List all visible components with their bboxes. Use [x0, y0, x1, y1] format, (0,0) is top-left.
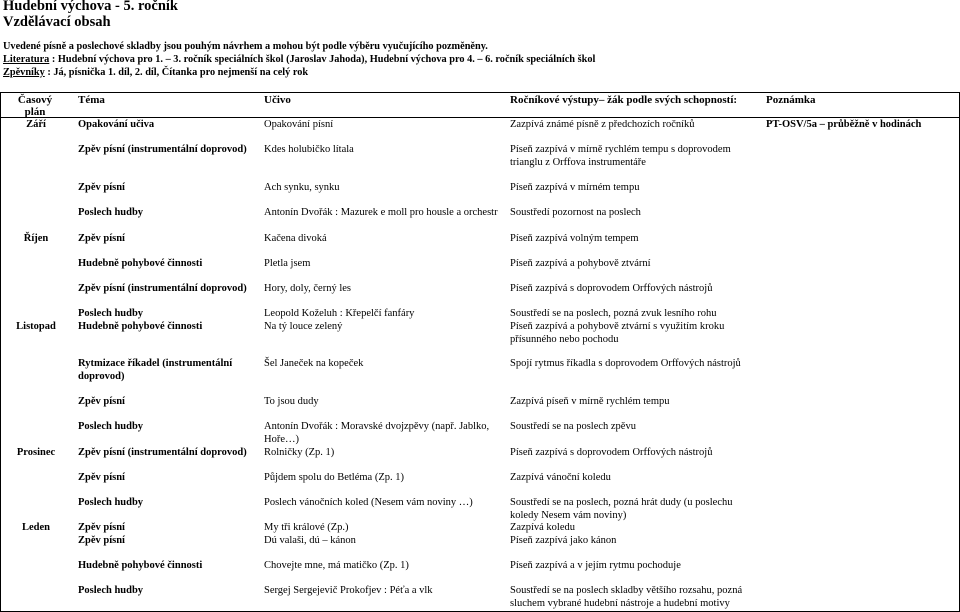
vystup-cell: Píseň zazpívá a pohybově ztvární	[510, 258, 651, 269]
songbooks-line	[3, 67, 308, 79]
vystup-cell: Píseň zazpívá s doprovodem Orffových nástrojů	[510, 283, 713, 294]
tema-cell: Poslech hudby	[78, 308, 144, 319]
ucivo-cell: Rolničky (Zp. 1)	[264, 447, 335, 458]
vystup-cell: Spojí rytmus říkadla s doprovodem Orffových nástrojů	[510, 358, 741, 369]
ucivo-cell: Opakování písní	[264, 119, 334, 130]
tema-cell: Zpěv písní (instrumentální doprovod)	[78, 447, 247, 458]
literature-text: : Hudební výchova pro 1. – 3. ročník speciálních škol (Jaroslav Jahoda), Hudební výchova pro 4. – 6. ročník speciálních škol	[49, 54, 596, 65]
vystup-cell: Soustředí se na poslech zpěvu	[510, 421, 636, 432]
ucivo-cell: Antonín Dvořák : Moravské dvojzpěvy (např. Jablko, Hoře…)	[264, 421, 490, 445]
vystup-cell: Zazpívá vánoční koledu	[510, 472, 611, 483]
literature-label: Literatura	[3, 54, 50, 65]
vystup-cell: Píseň zazpívá a v jejím rytmu pochoduje	[510, 560, 681, 571]
poznamka-cell: PT-OSV/5a – průběžně v hodinách	[766, 119, 922, 130]
vystup-cell: Píseň zazpívá jako kánon	[510, 535, 617, 546]
ucivo-cell: Sergej Sergejevič Prokofjev : Péťa a vlk	[264, 585, 433, 596]
table-left-border	[0, 92, 1, 612]
tema-cell: Zpěv písní (instrumentální doprovod)	[78, 144, 247, 155]
vystup-cell: Píseň zazpívá v mírném tempu	[510, 182, 640, 193]
tema-cell: Opakování učiva	[78, 119, 155, 130]
month-cell: Listopad	[16, 321, 56, 332]
ucivo-cell: Hory, doly, černý les	[264, 283, 351, 294]
tema-cell: Hudebně pohybové činnosti	[78, 321, 203, 332]
tema-cell: Zpěv písní	[78, 472, 125, 483]
ucivo-cell: Ach synku, synku	[264, 182, 340, 193]
ucivo-cell: Pletla jsem	[264, 258, 311, 269]
ucivo-cell: Kdes holubičko lítala	[264, 144, 354, 155]
ucivo-cell: Poslech vánočních koled (Nesem vám noviny …)	[264, 497, 473, 508]
tema-cell: Zpěv písní	[78, 522, 125, 533]
tema-cell: Poslech hudby	[78, 497, 144, 508]
header-poznamka: Poznámka	[766, 94, 816, 106]
ucivo-cell: Kačena divoká	[264, 233, 327, 244]
tema-cell: Poslech hudby	[78, 585, 144, 596]
ucivo-cell: Šel Janeček na kopeček	[264, 358, 364, 369]
ucivo-cell: Chovejte mne, má matičko (Zp. 1)	[264, 560, 409, 571]
header-cas-line1: Časový	[17, 94, 53, 106]
table-top-border	[0, 92, 960, 93]
month-cell: Prosinec	[16, 447, 56, 458]
tema-cell: Hudebně pohybové činnosti	[78, 560, 203, 571]
tema-cell: Zpěv písní (instrumentální doprovod)	[78, 283, 247, 294]
literature-line	[3, 54, 595, 66]
header-cas-line2: plán	[24, 106, 46, 118]
header-ucivo: Učivo	[264, 94, 291, 106]
month-cell: Říjen	[23, 233, 49, 244]
tema-cell: Zpěv písní	[78, 233, 125, 244]
vystup-cell: Soustředí pozornost na poslech	[510, 207, 641, 218]
tema-cell: Hudebně pohybové činnosti	[78, 258, 203, 269]
ucivo-cell: Dú valaši, dú – kánon	[264, 535, 356, 546]
vystup-cell: Soustředí se na poslech, pozná hrát dudy (u poslechu koledy Nesem vám noviny)	[510, 497, 733, 521]
vystup-cell: Píseň zazpívá volným tempem	[510, 233, 639, 244]
header-bottom-border	[0, 117, 960, 118]
document-subtitle: Vzdělávací obsah	[3, 14, 111, 30]
vystup-cell: Soustředí se na poslech, pozná zvuk lesního rohu	[510, 308, 717, 319]
ucivo-cell: Antonín Dvořák : Mazurek e moll pro housle a orchestr	[264, 207, 498, 218]
songbooks-text: : Já, písnička 1. díl, 2. díl, Čítanka pro nejmenší na celý rok	[44, 67, 309, 78]
header-tema: Téma	[78, 94, 105, 106]
tema-cell: Poslech hudby	[78, 421, 144, 432]
vystup-cell: Píseň zazpívá a pohybově ztvární s využitím kroku přísunného nebo pochodu	[510, 321, 725, 345]
vystup-cell: Zazpívá známé písně z předchozích ročníků	[510, 119, 695, 130]
tema-cell: Zpěv písní	[78, 396, 125, 407]
ucivo-cell: Půjdem spolu do Betléma (Zp. 1)	[264, 472, 404, 483]
vystup-cell: Zazpívá píseň v mírně rychlém tempu	[510, 396, 670, 407]
intro-note: Uvedené písně a poslechové skladby jsou pouhým návrhem a mohou být podle výběru vyučujícího pozměněny.	[3, 41, 488, 52]
tema-cell: Zpěv písní	[78, 535, 125, 546]
vystup-cell: Zazpívá koledu	[510, 522, 576, 533]
month-cell: Leden	[21, 522, 50, 533]
songbooks-label: Zpěvníky	[3, 67, 45, 78]
tema-cell: Rytmizace říkadel (instrumentální doprovod)	[78, 358, 233, 382]
document-title: Hudební výchova - 5. ročník	[3, 0, 178, 14]
header-vystupy: Ročníkové výstupy– žák podle svých schopností:	[510, 94, 738, 106]
tema-cell: Zpěv písní	[78, 182, 125, 193]
vystup-cell: Soustředí se na poslech skladby většího rozsahu, pozná sluchem vybrané hudební nástroje a hudební motivy	[510, 585, 743, 609]
ucivo-cell: To jsou dudy	[264, 396, 319, 407]
vystup-cell: Píseň zazpívá v mírně rychlém tempu s doprovodem trianglu z Orffova instrumentáře	[510, 144, 731, 168]
ucivo-cell: Na tý louce zelený	[264, 321, 343, 332]
tema-cell: Poslech hudby	[78, 207, 144, 218]
vystup-cell: Píseň zazpívá s doprovodem Orffových nástrojů	[510, 447, 713, 458]
month-cell: Září	[26, 119, 46, 130]
ucivo-cell: My tři králové (Zp.)	[264, 522, 349, 533]
header-cas	[2, 94, 68, 118]
ucivo-cell: Leopold Koželuh : Křepelčí fanfáry	[264, 308, 415, 319]
